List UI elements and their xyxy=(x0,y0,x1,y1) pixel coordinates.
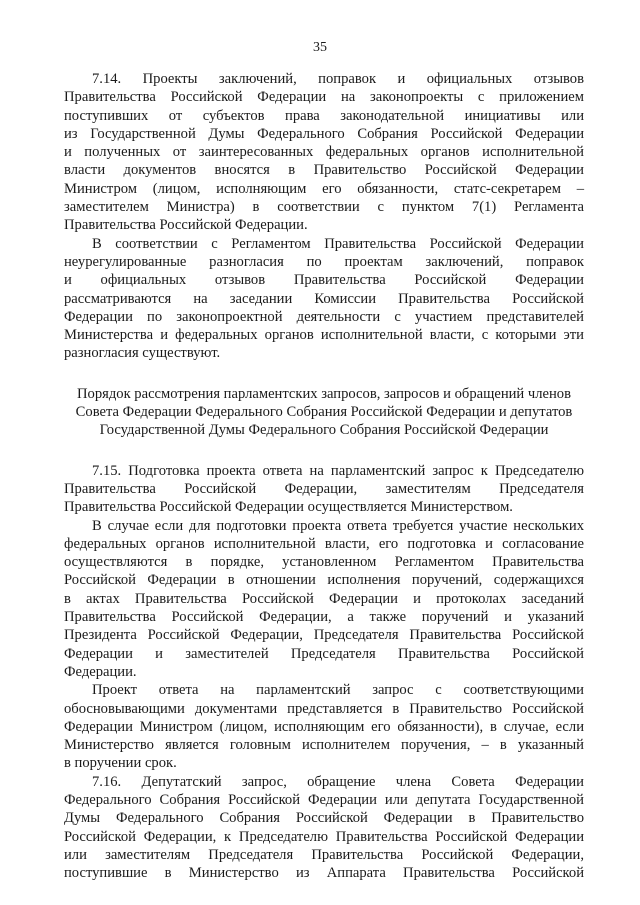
text-line: в поручении срок. xyxy=(64,755,177,772)
text-line: из Государственной Думы Федерального Собрания Российской Федерации xyxy=(64,125,584,142)
text-line: Федерации Министром (лицом, исполняющим его обязанности), в случае, если xyxy=(64,718,584,735)
heading-line: Совета Федерации Федерального Собрания Российской Федерации и депутатов xyxy=(75,404,573,421)
text-line: Министром (лицом, исполняющим его обязанности, статс-секретарем – xyxy=(64,180,584,197)
paragraph-7-15 xyxy=(64,462,584,517)
text-line: заместителем Министра) в соответствии с пунктом 7(1) Регламента xyxy=(64,199,584,216)
heading-line: Порядок рассмотрения парламентских запросов, запросов и обращений членов xyxy=(77,385,571,402)
text-line: Российской Федерации в отношении исполнения поручений, содержащихся xyxy=(64,572,584,589)
text-line: и полученных от заинтересованных федеральных органов исполнительной xyxy=(64,144,584,161)
text-line: Проект ответа на парламентский запрос с соответствующими xyxy=(92,682,584,699)
text-line: Министерство является головным исполнителем поручения, – в указанный xyxy=(64,737,584,754)
text-line: Президента Российской Федерации, Председателя Правительства Российской xyxy=(64,627,584,644)
text-line: Российской Федерации, к Председателю Правительства Российской Федерации xyxy=(64,828,584,845)
text-line: 7.16. Депутатский запрос, обращение члена Совета Федерации xyxy=(92,773,584,790)
text-line: Министерства и федеральных органов исполнительной власти, с которыми эти xyxy=(64,327,584,344)
paragraph-reglament xyxy=(64,235,584,363)
document-body xyxy=(64,70,584,882)
text-line: в актах Правительства Российской Федерации и протоколах заседаний xyxy=(64,590,584,607)
text-line: рассматриваются на заседании Комиссии Правительства Российской xyxy=(64,290,584,307)
text-line: разногласия существуют. xyxy=(64,345,221,362)
text-line: Федерации. xyxy=(64,663,137,680)
text-line: В случае если для подготовки проекта ответа требуется участие нескольких xyxy=(92,517,584,534)
text-line: поступившие в Министерство из Аппарата Правительства Российской xyxy=(64,865,584,882)
text-line: поступивших от субъектов права законодательной инициативы или xyxy=(64,107,584,124)
paragraph-multiple-agencies xyxy=(64,517,584,682)
text-line: Правительства Российской Федерации, заместителям Председателя xyxy=(64,480,584,497)
paragraph-7-14 xyxy=(64,70,584,235)
text-line: В соответствии с Регламентом Правительства Российской Федерации xyxy=(92,235,584,252)
text-line: Правительства Российской Федерации на законопроекты с приложением xyxy=(64,89,584,106)
text-line: 7.15. Подготовка проекта ответа на парламентский запрос к Председателю xyxy=(92,462,584,479)
text-line: и официальных отзывов Правительства Российской Федерации xyxy=(64,272,584,289)
page-number: 35 xyxy=(313,40,327,55)
text-line: неурегулированные разногласия по проектам заключений, поправок xyxy=(64,253,584,270)
text-line: Правительства Российской Федерации, а также поручений и указаний xyxy=(64,609,584,626)
text-line: федеральных органов исполнительной власти, его подготовка и согласование xyxy=(64,535,584,552)
paragraph-draft-answer xyxy=(64,681,584,772)
text-line: обосновывающими документами представляется в Правительство Российской xyxy=(64,700,584,717)
text-line: Федерального Собрания Российской Федерации или депутата Государственной xyxy=(64,791,584,808)
text-line: власти документов вносятся в Правительство Российской Федерации xyxy=(64,162,584,179)
text-line: осуществляются в порядке, установленном Регламентом Правительства xyxy=(64,554,584,571)
text-line: Правительства Российской Федерации. xyxy=(64,217,308,234)
heading-line: Государственной Думы Федерального Собрания Российской Федерации xyxy=(99,422,549,439)
section-heading xyxy=(64,385,584,440)
text-line: Думы Федерального Собрания Российской Федерации в Правительство xyxy=(64,810,584,827)
paragraph-7-16 xyxy=(64,773,584,883)
text-line: 7.14. Проекты заключений, поправок и официальных отзывов xyxy=(92,71,584,87)
text-line: или заместителям Председателя Правительства Российской Федерации, xyxy=(64,846,584,863)
text-line: Федерации и заместителей Председателя Правительства Российской xyxy=(64,645,584,662)
text-line: Федерации по законопроектной деятельности с участием представителей xyxy=(64,308,584,325)
text-line: Правительства Российской Федерации осуществляется Министерством. xyxy=(64,499,513,516)
